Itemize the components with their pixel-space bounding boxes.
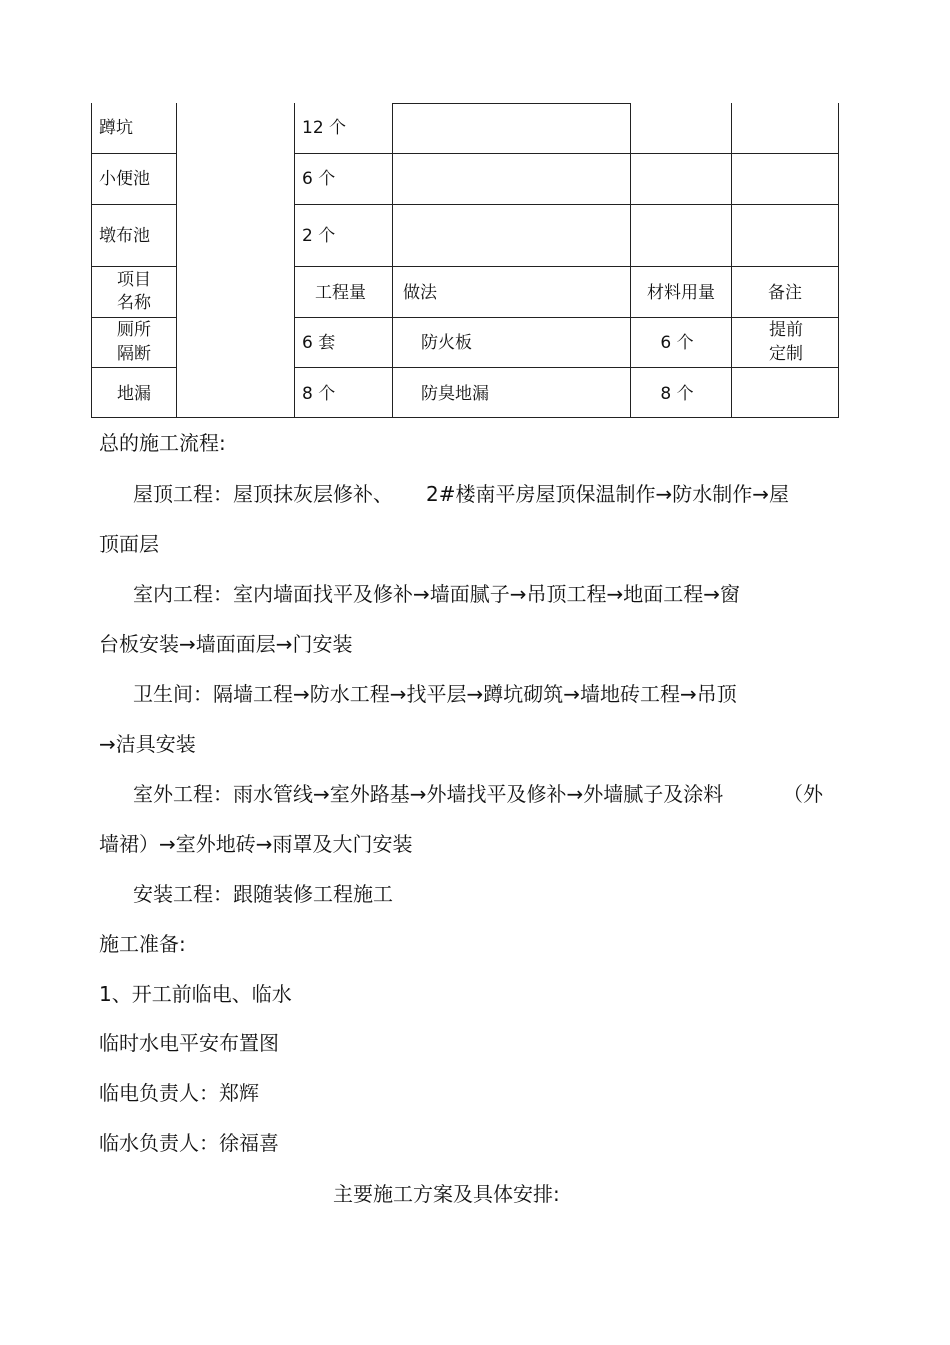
indoor-line-2: 台板安装→墙面面层→门安装 <box>99 632 353 656</box>
table-cell-name: 墩布池 <box>99 226 150 246</box>
table-border <box>91 367 177 368</box>
wc-line-1: 卫生间：隔墙工程→防水工程→找平层→蹲坑砌筑→墙地砖工程→吊顶 <box>133 682 737 706</box>
table-header-name-line1: 项目 <box>117 270 151 290</box>
table-cell-qty: 6 套 <box>302 333 336 353</box>
table-cell-material: 6 个 <box>660 333 694 353</box>
table-cell-qty: 6 个 <box>302 169 336 189</box>
table-header-material: 材料用量 <box>647 283 715 303</box>
table-border <box>294 204 839 205</box>
table-cell-note-line2: 定制 <box>769 344 803 364</box>
table-border <box>294 103 295 418</box>
table-cell-qty: 2 个 <box>302 226 336 246</box>
table-border <box>91 204 177 205</box>
materials-table <box>0 0 950 420</box>
table-header-note: 备注 <box>768 283 802 303</box>
prep-item-2: 临时水电平安布置图 <box>99 1031 279 1055</box>
roof-line-1b: 2#楼南平房屋顶保温制作→防水制作→屋 <box>426 482 789 506</box>
table-border <box>294 367 839 368</box>
outdoor-line-1: 室外工程：雨水管线→室外路基→外墙找平及修补→外墙腻子及涂料 <box>133 782 724 806</box>
table-border <box>91 103 92 418</box>
table-cell-method: 防火板 <box>421 333 472 353</box>
table-cell-note-line1: 提前 <box>769 320 803 340</box>
table-cell-name: 蹲坑 <box>99 118 133 138</box>
table-cell-name-line2: 隔断 <box>117 344 151 364</box>
indoor-line-1: 室内工程：室内墙面找平及修补→墙面腻子→吊顶工程→地面工程→窗 <box>133 582 741 606</box>
table-border <box>838 103 839 418</box>
wc-line-2: →洁具安装 <box>99 732 196 756</box>
table-cell-name: 小便池 <box>99 169 150 189</box>
table-border <box>294 266 839 267</box>
table-border <box>91 153 177 154</box>
table-cell-material: 8 个 <box>660 384 694 404</box>
table-cell-method: 防臭地漏 <box>421 384 489 404</box>
table-border <box>731 103 732 418</box>
prep-title: 施工准备: <box>99 932 186 956</box>
table-border <box>91 266 177 267</box>
table-border <box>392 103 393 418</box>
roof-line-1a: 屋顶工程：屋顶抹灰层修补、 <box>133 482 393 506</box>
table-cell-qty: 8 个 <box>302 384 336 404</box>
main-plan-title: 主要施工方案及具体安排: <box>333 1182 560 1206</box>
table-border <box>392 103 631 104</box>
table-cell-qty: 12 个 <box>302 118 347 138</box>
install-line: 安装工程：跟随装修工程施工 <box>133 882 393 906</box>
table-cell-name: 地漏 <box>117 384 151 404</box>
table-border <box>176 103 177 418</box>
table-border <box>91 417 839 418</box>
prep-item-4: 临水负责人：徐福喜 <box>99 1131 279 1155</box>
table-header-method: 做法 <box>403 283 437 303</box>
prep-item-3: 临电负责人：郑辉 <box>99 1081 259 1105</box>
table-header-name-line2: 名称 <box>117 293 151 313</box>
prep-item-1: 1、开工前临电、临水 <box>99 982 292 1006</box>
table-border <box>294 153 839 154</box>
outdoor-line-2: 墙裙）→室外地砖→雨罩及大门安装 <box>99 832 413 856</box>
table-cell-name-line1: 厕所 <box>117 320 151 340</box>
table-header-qty: 工程量 <box>315 283 366 303</box>
roof-line-2: 顶面层 <box>99 532 159 556</box>
flow-title: 总的施工流程: <box>99 431 226 455</box>
table-border <box>630 103 631 418</box>
outdoor-line-1-paren: （外 <box>783 782 823 806</box>
